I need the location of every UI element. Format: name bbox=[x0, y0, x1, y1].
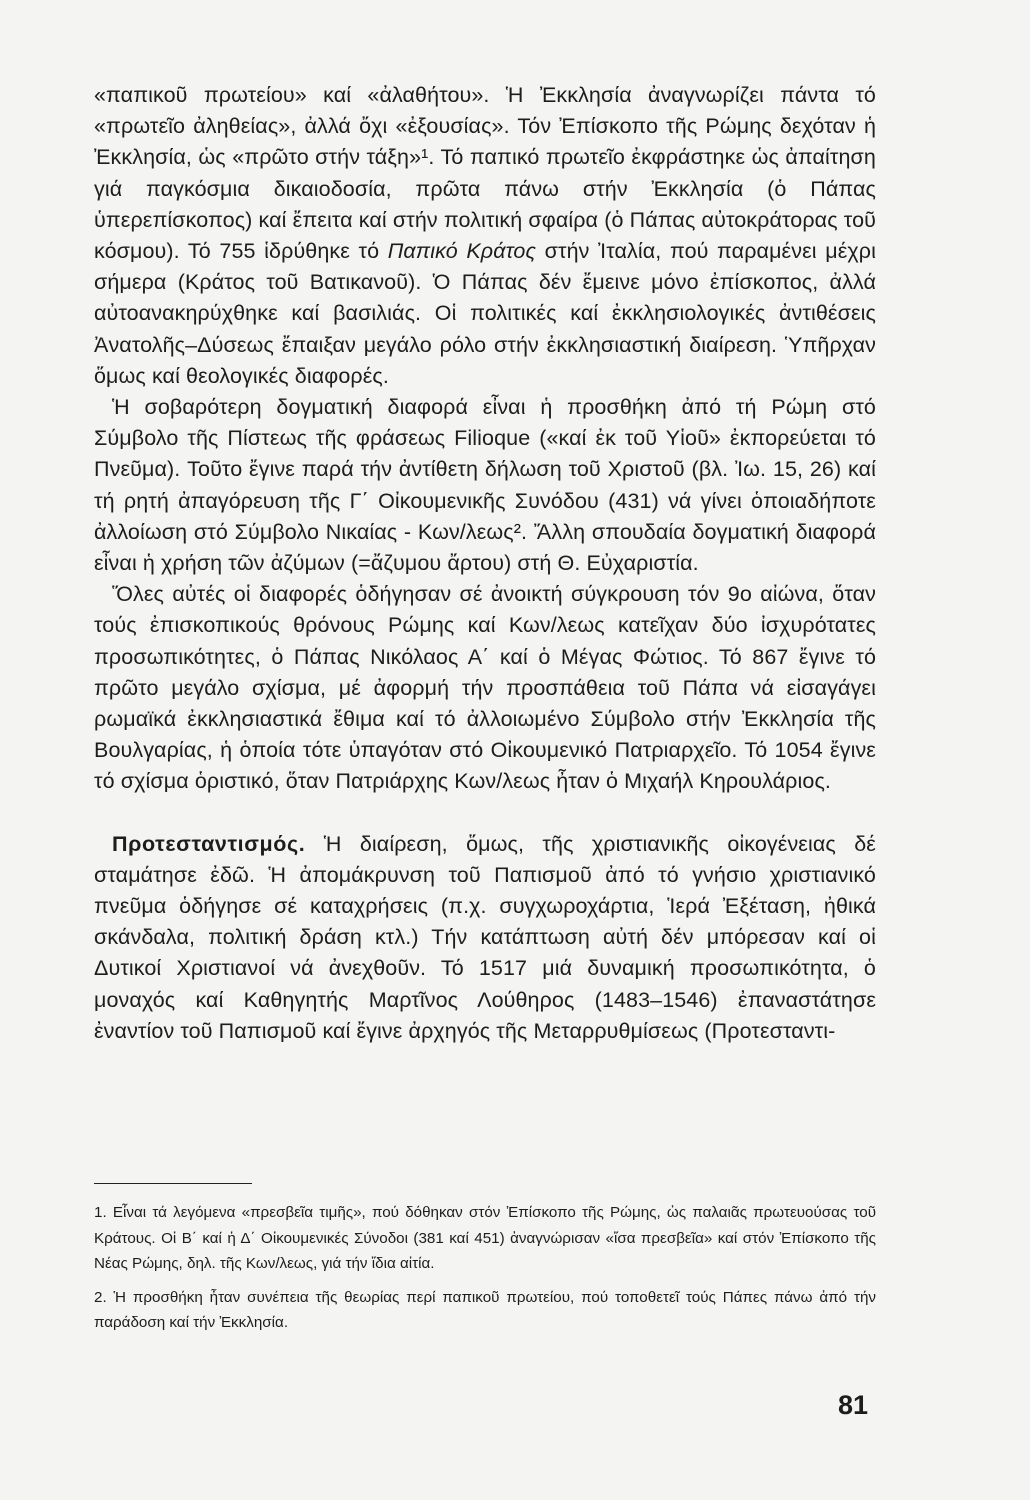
page-number: 81 bbox=[838, 1390, 869, 1420]
footnote-divider bbox=[94, 1183, 252, 1184]
papal-state-term: Παπικό Κράτος bbox=[387, 239, 537, 264]
paragraph-dogmatic-differences: Ἡ σοβαρότερη δογματική διαφορά εἶναι ἡ προσθήκη ἀπό τή Ρώμη στό Σύμβολο τῆς Πίστεως τῆς φράσεως Filioque («καί ἐκ τοῦ Υἱοῦ» ἐκπορεύεται τό Πνεῦμα). Τοῦτο ἔγινε παρά τήν ἀντίθετη δήλωση τοῦ Χριστοῦ (βλ. Ἰω. 15, 26) καί τή ρητή ἀπαγόρευση τῆς Γ΄ Οἰκουμενικῆς Συνόδου (431) νά γίνει ὁποιαδήποτε ἀλλοίωση στό Σύμβολο Νικαίας - Κων/λεως². Ἄλλη σπουδαία δογματική διαφορά εἶναι ἡ χρήση τῶν ἀζύμων (=ἄζυμου ἄρτου) στή Θ. Εὐχαριστία. bbox=[94, 395, 876, 576]
footnotes bbox=[94, 1200, 876, 1344]
footnote-1: 1. Εἶναι τά λεγόμενα «πρεσβεῖα τιμῆς», πού δόθηκαν στόν Ἐπίσκοπο τῆς Ρώμης, ὡς παλαιᾶς πρωτευούσας τοῦ Κράτους. Οἱ Β΄ καί ἡ Δ΄ Οἰκουμενικές Σύνοδοι (381 καί 451) ἀναγνώρισαν «ἴσα πρεσβεῖα» καί στόν Ἐπίσκοπο τῆς Νέας Ρώμης, δηλ. τῆς Κων/λεως, γιά τήν ἴδια αἰτία. bbox=[94, 1204, 876, 1272]
paragraph-protestantism: Προτεσταντισμός. Ἡ διαίρεση, ὅμως, τῆς χριστιανικῆς οἰκογένειας δέ σταμάτησε ἐδῶ. Ἡ ἀπομάκρυνση τοῦ Παπισμοῦ ἀπό τό γνήσιο χριστιανικό πνεῦμα ὁδήγησε σέ καταχρήσεις (π.χ. συγχωροχάρτια, Ἱερά Ἐξέταση, ἠθικά σκάνδαλα, πολιτική δράση κτλ.) Τήν κατάπτωση αὐτή δέν μπόρεσαν καί οἱ Δυτικοί Χριστιανοί νά ἀνεχθοῦν. Τό 1517 μιά δυναμική προσωπικότητα, ὁ μοναχός καί Καθηγητής Μαρτῖνος Λούθηρος (1483–1546) ἐπαναστάτησε ἐναντίον τοῦ Παπισμοῦ καί ἔγινε ἀρχηγός τῆς Μεταρρυθμίσεως (Προτεσταντι- bbox=[94, 831, 876, 1043]
main-text bbox=[94, 80, 876, 1047]
paragraph-schism: Ὅλες αὐτές οἱ διαφορές ὁδήγησαν σέ ἀνοικτή σύγκρουση τόν 9ο αἰώνα, ὅταν τούς ἐπισκοπικούς θρόνους Ρώμης καί Κων/λεως κατεῖχαν δύο ἰσχυρότατες προσωπικότητες, ὁ Πάπας Νικόλαος Α΄ καί ὁ Μέγας Φώτιος. Τό 867 ἔγινε τό πρῶτο μεγάλο σχίσμα, μέ ἀφορμή τήν προσπάθεια τοῦ Πάπα νά εἰσαγάγει ρωμαϊκά ἐκκλησιαστικά ἔθιμα καί τό ἀλλοιωμένο Σύμβολο στήν Ἐκκλησία τῆς Βουλγαρίας, ἡ ὁποία τότε ὑπαγόταν στό Οἰκουμενικό Πατριαρχεῖο. Τό 1054 ἔγινε τό σχίσμα ὁριστικό, ὅταν Πατριάρχης Κων/λεως ἦταν ὁ Μιχαήλ Κηρουλάριος. bbox=[94, 582, 876, 794]
footnote-2: 2. Ἡ προσθήκη ἦταν συνέπεια τῆς θεωρίας περί παπικοῦ πρωτείου, πού τοποθετεῖ τούς Πάπες πάνω ἀπό τήν παράδοση καί τήν Ἐκκλησία. bbox=[94, 1288, 876, 1331]
section-heading: Προτεσταντισμός. bbox=[112, 831, 306, 856]
paragraph-papal-primacy: «παπικοῦ πρωτείου» καί «ἀλαθήτου». Ἡ Ἐκκλησία ἀναγνωρίζει πάντα τό «πρωτεῖο ἀληθείας», ἀλλά ὄχι «ἐξουσίας». Τόν Ἐπίσκοπο τῆς Ρώμης δεχόταν ἡ Ἐκκλησία, ὡς «πρῶτο στήν τάξη»¹. Τό παπικό πρωτεῖο ἐκφράστηκε ὡς ἀπαίτηση γιά παγκόσμια δικαιοδοσία, πρῶτα πάνω στήν Ἐκκλησία (ὁ Πάπας ὑπερεπίσκοπος) καί ἔπειτα καί στήν πολιτική σφαίρα (ὁ Πάπας αὐτοκράτορας τοῦ κόσμου). Τό 755 ἱδρύθηκε τό Παπικό Κράτος στήν Ἰταλία, πού παραμένει μέχρι σήμερα (Κράτος τοῦ Βατικανοῦ). Ὁ Πάπας δέν ἔμεινε μόνο ἐπίσκοπος, ἀλλά αὐτοανακηρύχθηκε καί βασιλιάς. Οἱ πολιτικές καί ἐκκλησιολογικές ἀντιθέσεις Ἀνατολῆς–Δύσεως ἔπαιξαν μεγάλο ρόλο στήν ἐκκλησιαστική διαίρεση. Ὑπῆρχαν ὅμως καί θεολογικές διαφορές. bbox=[94, 83, 876, 388]
